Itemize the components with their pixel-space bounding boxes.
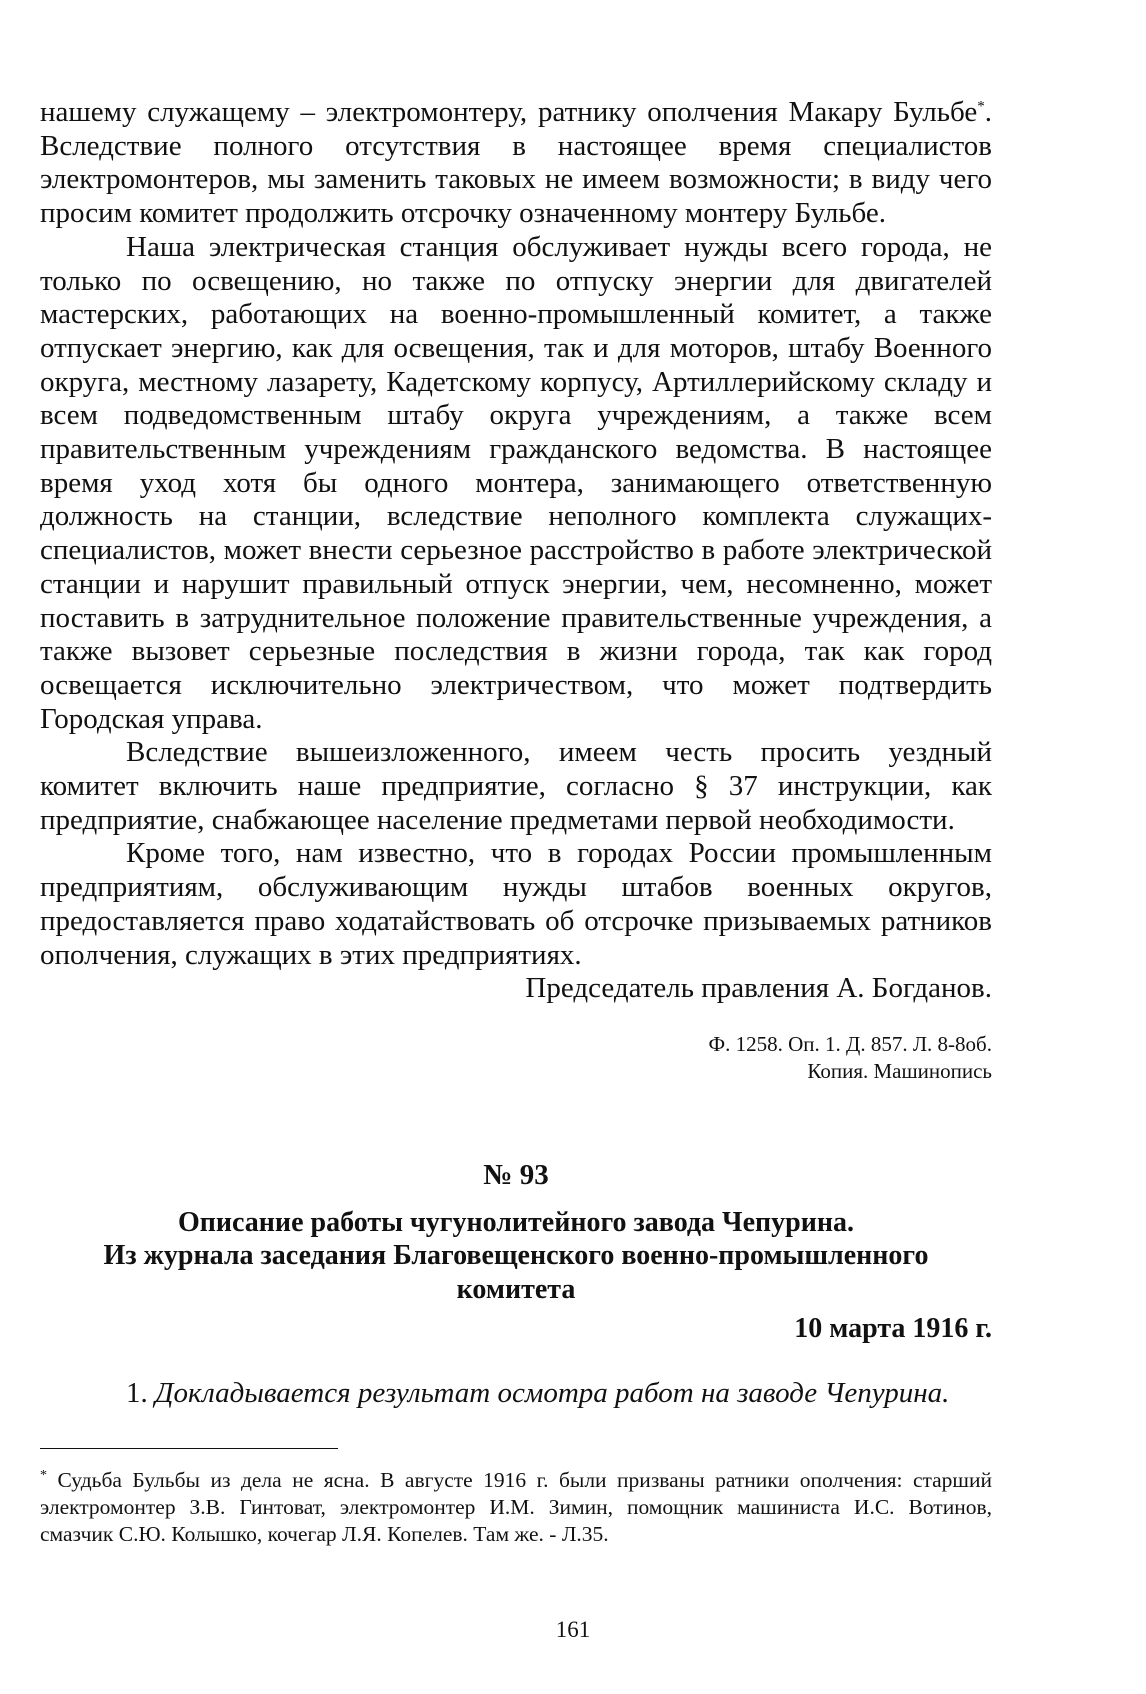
paragraph-1-start: нашему служащему – электромонтеру, ратнику ополчения Макару Бульбе <box>40 96 978 128</box>
letter-body <box>40 96 992 972</box>
footnote <box>40 1467 992 1548</box>
paragraph-1-rest: . Вследствие полного отсутствия в настоящее время специалистов электромонтеров, мы заменить таковых не имеем возможности; в виду чего просим комитет продолжить отсрочку означенному монтеру Бульбе. <box>40 96 992 230</box>
archival-reference: Ф. 1258. Оп. 1. Д. 857. Л. 8-8об. <box>708 1031 992 1056</box>
footnote-mark: * <box>40 1468 47 1484</box>
paragraph-2: Наша электрическая станция обслуживает нужды всего города, не только по освещению, но также по отпуску энергии для двигателей мастерских, работающих на военно-промышленный комитет, а также отпускает энергию, как для освещения, так и для моторов, штабу Военного округа, местному лазарету, Кадетскому корпусу, Артиллерийскому складу и всем подведомственным штабу округа учреждениям, а также всем правительственным учреждениям гражданского ведомства. В настоящее время уход хотя бы одного монтера, занимающего ответственную должность на станции, вследствие неполного комплекта служащих-специалистов, может внести серьезное расстройство в работе электрической станции и нарушит правильный отпуск энергии, чем, несомненно, может поставить в затруднительное положение правительственные учреждения, а также вызовет серьезные последствия в жизни города, так как город освещается исключительно электричеством, что может подтвердить Городская управа. <box>40 230 992 735</box>
footnote-text: Судьба Бульбы из дела не ясна. В августе 1916 г. были призваны ратники ополчения: старший электромонтер З.В. Гинтоват, электромонтер И.М. Зимин, помощник машиниста И.С. Вотинов, смазчик С.Ю. Колышко, кочегар Л.Я. Копелев. Там же. - Л.35. <box>40 1468 992 1547</box>
document-title-line-2: Из журнала заседания Благовещенского военно-промышленного <box>103 1240 929 1272</box>
signature: Председатель правления А. Богданов. <box>525 972 992 1005</box>
document-title <box>40 1206 992 1307</box>
footnote-reference-mark: * <box>977 98 985 115</box>
agenda-item-text: Докладывается результат осмотра работ на заводе Чепурина. <box>155 1377 950 1410</box>
paragraph-3: Вследствие вышеизложенного, имеем честь просить уездный комитет включить наше предприятие, согласно § 37 инструкции, как предприятие, снабжающее население предметами первой необходимости. <box>40 736 992 836</box>
agenda-item-number: 1. <box>126 1377 148 1410</box>
archival-note: Копия. Машинопись <box>807 1058 992 1083</box>
document-date: 10 марта 1916 г. <box>794 1313 992 1345</box>
paragraph-4: Кроме того, нам известно, что в городах России промышленным предприятиям, обслуживающим нужды штабов военных округов, предоставляется право ходатайствовать об отсрочке призываемых ратников ополчения, служащих в этих предприятиях. <box>40 837 992 971</box>
document-title-line-3: комитета <box>456 1273 576 1305</box>
page-content <box>40 96 992 1548</box>
page-number: 161 <box>555 1617 591 1642</box>
agenda-item <box>40 1376 992 1410</box>
document-number: № 93 <box>483 1158 549 1191</box>
document-title-line-1: Описание работы чугунолитейного завода Чепурина. <box>177 1206 855 1238</box>
paragraph-1 <box>40 96 992 231</box>
archival-reference-block <box>40 1031 992 1085</box>
footnote-divider <box>40 1448 338 1449</box>
